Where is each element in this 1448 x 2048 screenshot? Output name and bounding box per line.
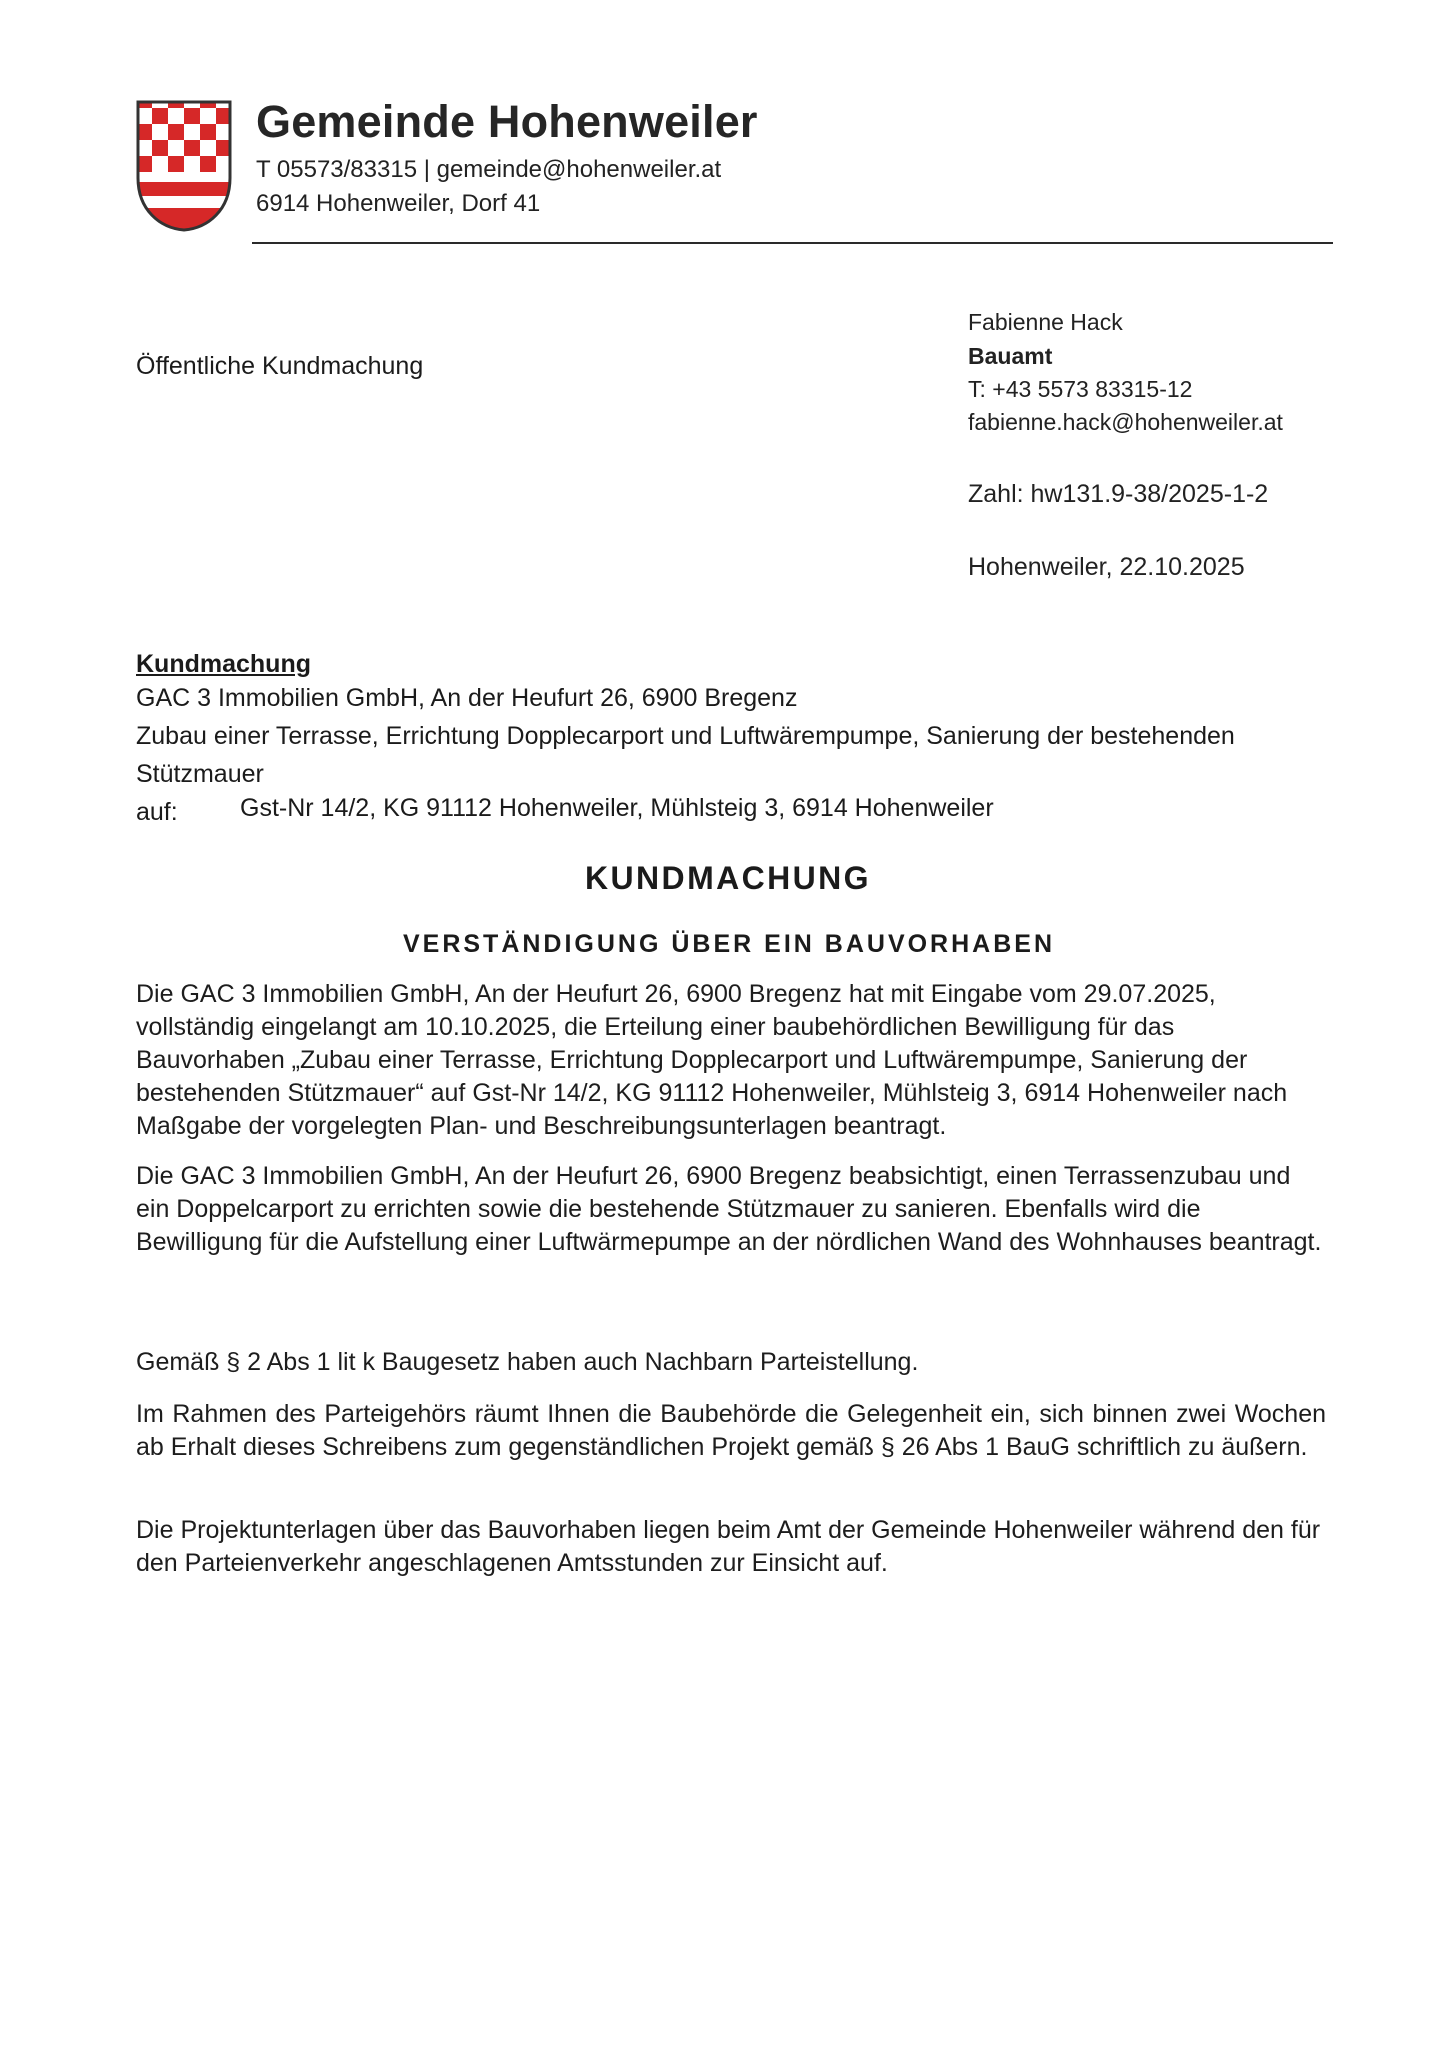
sub-heading: VERSTÄNDIGUNG ÜBER EIN BAUVORHABEN xyxy=(402,930,1056,958)
subject-project-line-2: Stützmauer xyxy=(136,760,264,788)
sender-department: Bauamt xyxy=(968,343,1053,369)
paragraph-intention: Die GAC 3 Immobilien GmbH, An der Heufurt 26, 6900 Bregenz beabsichtigt, einen Terrassenzubau und ein Doppelcarport zu errichten sowie die bestehende Stützmauer zu sanieren. Ebenfalls wird die Bewilligung für die Aufstellung einer Luftwärmepumpe an der nördlichen Wand des Wohnhauses beantragt. xyxy=(136,1162,1322,1256)
paragraph-application: Die GAC 3 Immobilien GmbH, An der Heufurt 26, 6900 Bregenz hat mit Eingabe vom 29.07.2025, vollständig eingelangt am 10.10.2025, die Erteilung einer baubehördlichen Bewilligung für das Bauvorhaben „Zubau einer Terrasse, Errichtung Dopplecarport und Luftwärempumpe, Sanierung der bestehenden Stützmauer“ auf Gst-Nr 14/2, KG 91112 Hohenweiler, Mühlsteig 3, 6914 Hohenweiler nach Maßgabe der vorgelegten Plan- und Beschreibungsunterlagen beantragt. xyxy=(136,980,1288,1140)
place-date: Hohenweiler, 22.10.2025 xyxy=(968,553,1245,581)
subject-heading: Kundmachung xyxy=(136,650,311,678)
paragraph-party-status: Gemäß § 2 Abs 1 lit k Baugesetz haben auch Nachbarn Parteistellung. xyxy=(136,1348,919,1376)
subject-project-line-1: Zubau einer Terrasse, Errichtung Dopplecarport und Luftwärempumpe, Sanierung der bestehenden xyxy=(136,722,1235,750)
paragraph-documents: Die Projektunterlagen über das Bauvorhaben liegen beim Amt der Gemeinde Hohenweiler während den für den Parteienverkehr angeschlagenen Amtsstunden zur Einsicht auf. xyxy=(136,1516,1321,1577)
subject-location: Gst-Nr 14/2, KG 91112 Hohenweiler, Mühlsteig 3, 6914 Hohenweiler xyxy=(240,794,994,822)
sender-phone: T: +43 5573 83315-12 xyxy=(968,376,1193,402)
letterhead-divider xyxy=(252,242,1333,244)
sender-name: Fabienne Hack xyxy=(968,309,1123,335)
subject-applicant: GAC 3 Immobilien GmbH, An der Heufurt 26, 6900 Bregenz xyxy=(136,684,798,712)
municipal-crest-icon xyxy=(136,100,232,232)
paragraph-hearing: Im Rahmen des Parteigehörs räumt Ihnen die Baubehörde die Gelegenheit ein, sich binnen zwei Wochen ab Erhalt dieses Schreibens zum gegenständlichen Projekt gemäß § 26 Abs 1 BauG schriftlich zu äußern. xyxy=(136,1400,1326,1461)
organization-address: 6914 Hohenweiler, Dorf 41 xyxy=(256,190,541,217)
organization-name: Gemeinde Hohenweiler xyxy=(256,96,758,147)
reference-number: Zahl: hw131.9-38/2025-1-2 xyxy=(968,480,1269,508)
sender-email: fabienne.hack@hohenweiler.at xyxy=(968,409,1283,435)
subject-location-label: auf: xyxy=(136,798,178,826)
organization-contact: T 05573/83315 | gemeinde@hohenweiler.at xyxy=(256,156,722,183)
document-type: Öffentliche Kundmachung xyxy=(136,352,424,380)
main-heading: KUNDMACHUNG xyxy=(585,860,871,896)
